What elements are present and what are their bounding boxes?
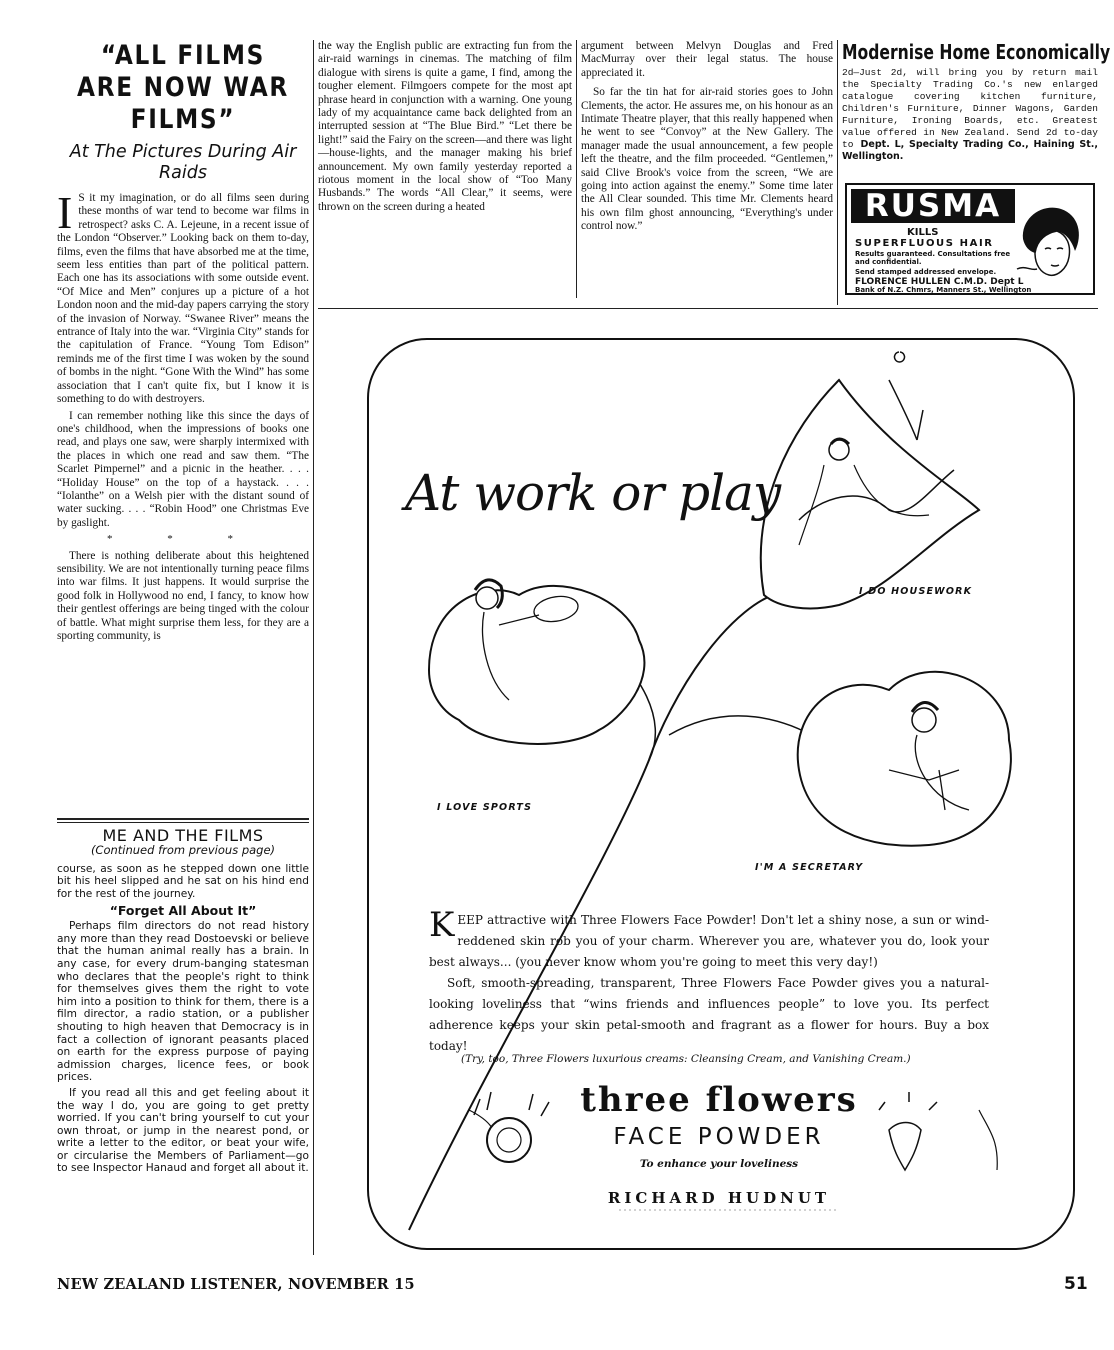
ad-script-headline: At work or play — [405, 464, 781, 522]
column-rule — [576, 40, 577, 298]
ad-text: 2d—Just 2d, will bring you by return mail the Specialty Trading Co.'s new enlarged catalogue covering kitchen furniture, Children's Furniture, Dinner Wagons, Garden Furniture, Ironing Boards, etc. Greatest value offered in New Zealand. Send 2d to-day to Dept. L, Specialty Trading Co., Haining St., Wellington. — [842, 67, 1098, 162]
publication-footer: NEW ZEALAND LISTENER, NOVEMBER 15 — [57, 1276, 415, 1293]
article-paragraph: I can remember nothing like this since the days of one's childhood, when the impressions of books one read, and plays one saw, were sharply intermixed with the places in which one read and saw them. “The Scarlet Pimpernel” and a picnic in the heather. . . . “Holiday House” on the top of a haystack. . . . “Iolanthe” on a Welsh pier with the distant sound of water sucking. . . . “Robin Hood” one Christmas Eve by gaslight. — [57, 409, 309, 529]
rusma-address: Bank of N.Z. Chmrs, Manners St., Wellington — [855, 286, 1032, 294]
flower-bloom — [798, 672, 1011, 846]
me-and-the-films — [57, 826, 309, 1178]
lady-figurine-icon — [889, 1123, 921, 1171]
product-name: FACE POWDER — [613, 1124, 825, 1150]
section-title: ME AND THE FILMS — [102, 826, 264, 845]
brand-name: three flowers — [580, 1080, 858, 1120]
article-paragraph: argument between Melvyn Douglas and Fred MacMurray over their legal status. The house appreciated it. — [581, 40, 833, 79]
ad-headline: Modernise Home Economically — [842, 40, 1111, 64]
section-rule — [57, 818, 309, 820]
article-paragraph: course, as soon as he stepped down one little bit his heel slipped and he sat on his hind end for the rest of the journey. — [57, 862, 309, 900]
compact-icon — [487, 1118, 531, 1162]
article-column-3 — [581, 40, 833, 237]
article-column-2 — [318, 40, 572, 217]
section-break: * * * — [107, 533, 259, 546]
rusma-logo: RUSMA — [851, 189, 1015, 223]
ad-creams-note: (Try, too, Three Flowers luxurious creams: Cleansing Cream, and Vanishing Cream.) — [461, 1053, 911, 1065]
rusma-send: Send stamped addressed envelope. — [855, 268, 997, 276]
rusma-ad — [845, 183, 1095, 295]
woman-sports-icon — [476, 587, 498, 609]
article-paragraph: the way the English public are extracting fun from the air-raid warnings in cinemas. The matching of film dialogue with sirens is quite a game, I find, among the tougher element. Filmgoers compete for the most apt phrase heard in conjunction with a warning. One young lady of my acquaintance came back delighted from an interrupted session at “The Blue Bird.” “Let there be light!” said the Fairy on the screen—and there was light—house-lights, and the manager making his brief announcement. My own family yesterday reported a riotous moment in the local show of “Too Many Husbands.” The words “All Clear,” it seems, were thrown on the screen during a heated — [318, 40, 572, 213]
article-paragraph: S it my imagination, or do all films seen during these months of war tend to become war films in retrospect? asks C. A. Lejeune, in a recent issue of the London “Observer.” Looking back on them to-day, films, even the films that have absorbed me at the time, seem less entities than part of the political pattern. Each one has its associations with some outside event. “Of Mice and Men” conjures up a picture of a hot London noon and the mid-day papers carrying the story of the invasion of Norway. “Swanee River” means the entrance of Italy into the war. “Virginia City” stands for the capitulation of France. “Young Tom Edison” reminds me of the first time I was woken by the sound of bombs in the night. “Gone With the Wind” has some association that I can't quite fix, but I know it is something to do with destroyers. — [57, 192, 309, 406]
column-rule — [313, 40, 314, 1255]
modernise-ad — [842, 40, 1111, 163]
flower-bloom — [429, 586, 644, 744]
article-column-1 — [57, 40, 309, 646]
subheading: “Forget All About It” — [109, 902, 257, 918]
rusma-superfluous-hair: SUPERFLUOUS HAIR — [855, 238, 994, 249]
article-deck: At The Pictures During Air Raids — [69, 142, 297, 183]
rusma-florence: FLORENCE HULLEN C.M.D. Dept L — [855, 277, 1024, 287]
rusma-results: Results guaranteed. Consultations free and confidential. — [855, 250, 1011, 266]
maker-name: RICHARD HUDNUT — [607, 1189, 831, 1207]
article-paragraph: So far the tin hat for air-raid stories goes to John Clements, the actor. He assures me, on his honour as an Intimate Theatre player, that this really happened when he went to see “Convoy” at the New Gallery. The manager made the usual announcement, a few people left the theatre, and the film proceeded. “Gentlemen,” said Clive Brook's voice from the screen, “We are going into action against the enemy.” Some time later the All Clear sounded. This time Mr. Clements heard his own film ghost announcing, “Everything's under control now.” — [581, 86, 833, 233]
page-number: 51 — [1064, 1274, 1088, 1294]
tulip-bloom — [761, 380, 979, 608]
article-paragraph: Perhaps film directors do not read history any more than they read Dostoevski or believe that the human animal really has a brain. In any case, for every drum-banging statesman who declares that the people's right to think for themselves gives them the right to vote him into a position to think for them, there is a film director, a radio station, or a publisher shouting to high heaven that Democracy is in fact a collection of ignorant peasants placed on earth for the express purpose of paying admission charges, licence fees, or book prices. — [57, 920, 309, 1084]
woman-portrait-icon — [1013, 199, 1087, 281]
caption-housework: I DO HOUSEWORK — [859, 586, 973, 597]
article-headline: “ALL FILMS ARE NOW WAR FILMS” — [76, 40, 290, 135]
column-rule — [837, 40, 838, 305]
ad-paragraph: Soft, smooth-spreading, transparent, Three Flowers Face Powder gives you a natural-looking loveliness that “wins friends and influences people” to love you. Its perfect adherence keeps your skin petal-smooth and fragrant as a flower for hours. Buy a box today! — [429, 976, 989, 1053]
caption-sports: I LOVE SPORTS — [437, 802, 533, 813]
three-flowers-ad — [367, 338, 1075, 1250]
flower-stem — [669, 716, 819, 740]
section-rule — [57, 822, 309, 823]
drop-cap: K — [429, 905, 455, 945]
drop-cap: I — [57, 187, 73, 238]
article-paragraph: If you read all this and get feeling about it the way I do, you are going to get pretty worried. If you can't bring yourself to cut your own throat, or jump in the nearest pond, or write a letter to the editor, or beat your wife, or circularise the Members of Parliament—go to see Inspector Hanaud and forget all about it. — [57, 1086, 309, 1175]
rusma-kills: KILLS — [907, 227, 939, 238]
continued-note: (Continued from previous page) — [90, 843, 276, 858]
caption-secretary: I'M A SECRETARY — [755, 862, 864, 873]
woman-secretary-icon — [912, 708, 936, 732]
ad-address: Dept. L, Specialty Trading Co., Haining St., Wellington. — [842, 139, 1098, 162]
article-paragraph: There is nothing deliberate about this heightened sensibility. We are not intentionally turning peace films into war films. It just happens. It would surprise the good folk in Hollywood no end, I fancy, to know how their gentlest offerings are being tinged with the colour of battle. What might surprise them less, for they are a sporting community, is — [57, 549, 309, 642]
section-rule — [318, 308, 1098, 309]
ad-body-copy: KEEP attractive with Three Flowers Face Powder! Don't let a shiny nose, a sun or wind-reddened skin rob you of your charm. Wherever you are, whatever you do, look your best always... (you never know whom you're going to meet this very day!) Soft, smooth-spreading, transparent, Three Flowers Face Powder gives you a natural-looking loveliness that “wins friends and influences people” to love you. Its perfect adherence keeps your skin petal-smooth and fragrant as a flower for hours. Buy a box today! — [429, 910, 989, 1057]
tagline: To enhance your loveliness — [639, 1158, 799, 1170]
